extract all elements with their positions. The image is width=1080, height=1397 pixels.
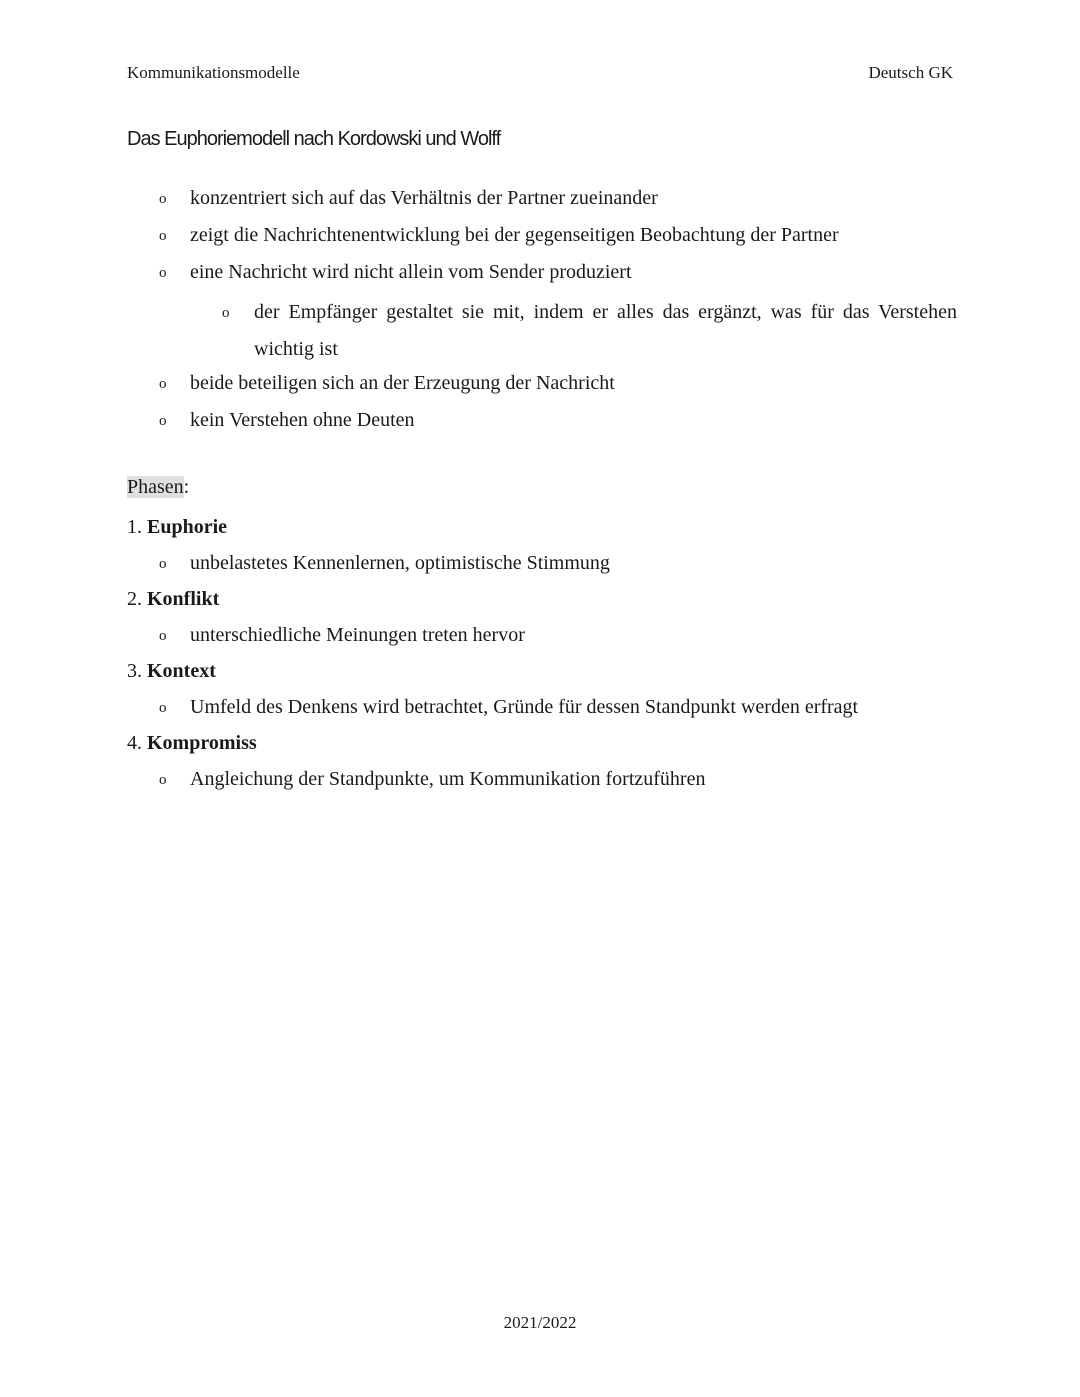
phase-detail [127, 620, 957, 656]
phase-detail-text: unbelastetes Kennenlernen, optimistische Stimmung [190, 552, 610, 574]
list-item-text: eine Nachricht wird nicht allein vom Sender produziert [190, 261, 632, 283]
phase-detail [127, 764, 957, 800]
list-item [127, 183, 957, 220]
list-item-text: zeigt die Nachrichtenentwicklung bei der gegenseitigen Beobachtung der Partner [190, 224, 839, 246]
phase-number: 4. [127, 732, 142, 754]
list-item [127, 368, 957, 405]
list-item-text: kein Verstehen ohne Deuten [190, 409, 415, 431]
header-course: Deutsch GK [868, 63, 953, 82]
bullet-marker: o [222, 305, 230, 321]
bullet-marker: o [159, 413, 167, 429]
model-bullet-list [127, 183, 957, 442]
bullet-marker: o [159, 228, 167, 244]
list-item [127, 257, 957, 294]
page-title: Das Euphoriemodell nach Kordowski und Wolff [127, 128, 501, 150]
phase-number: 1. [127, 516, 142, 538]
phase-title: Kontext [147, 660, 216, 682]
phase-title: Euphorie [147, 516, 228, 538]
phase-detail-text: Angleichung der Standpunkte, um Kommunikation fortzuführen [190, 768, 706, 790]
phases-heading-text: Phasen [127, 476, 184, 498]
phase-heading [127, 512, 957, 548]
phase-title: Konflikt [147, 588, 220, 610]
bullet-marker: o [159, 772, 167, 788]
phase-number: 2. [127, 588, 142, 610]
phase-number: 3. [127, 660, 142, 682]
bullet-marker: o [159, 628, 167, 644]
sub-list-item-text: der Empfänger gestaltet sie mit, indem er alles das ergänzt, was für das Verstehen wichtig ist [254, 301, 957, 360]
list-item-text: konzentriert sich auf das Verhältnis der Partner zueinander [190, 187, 658, 209]
phase-detail [127, 692, 957, 728]
phases-list [127, 512, 957, 800]
list-item-text: beide beteiligen sich an der Erzeugung der Nachricht [190, 372, 615, 394]
phase-heading [127, 728, 957, 764]
bullet-marker: o [159, 376, 167, 392]
phase-heading [127, 656, 957, 692]
phase-heading [127, 584, 957, 620]
list-item [127, 405, 957, 442]
bullet-marker: o [159, 191, 167, 207]
page-footer-year: 2021/2022 [503, 1313, 577, 1332]
phase-detail-text: Umfeld des Denkens wird betrachtet, Gründe für dessen Standpunkt werden erfragt [190, 696, 859, 718]
bullet-marker: o [159, 265, 167, 281]
phase-detail [127, 548, 957, 584]
bullet-marker: o [159, 700, 167, 716]
list-item [127, 220, 957, 257]
phases-heading [127, 476, 189, 499]
phase-detail-text: unterschiedliche Meinungen treten hervor [190, 624, 525, 646]
bullet-marker: o [159, 556, 167, 572]
phase-title: Kompromiss [147, 732, 257, 754]
phases-heading-colon: : [183, 476, 190, 498]
header-subject-title: Kommunikationsmodelle [127, 63, 300, 82]
sub-list-item [127, 294, 957, 368]
